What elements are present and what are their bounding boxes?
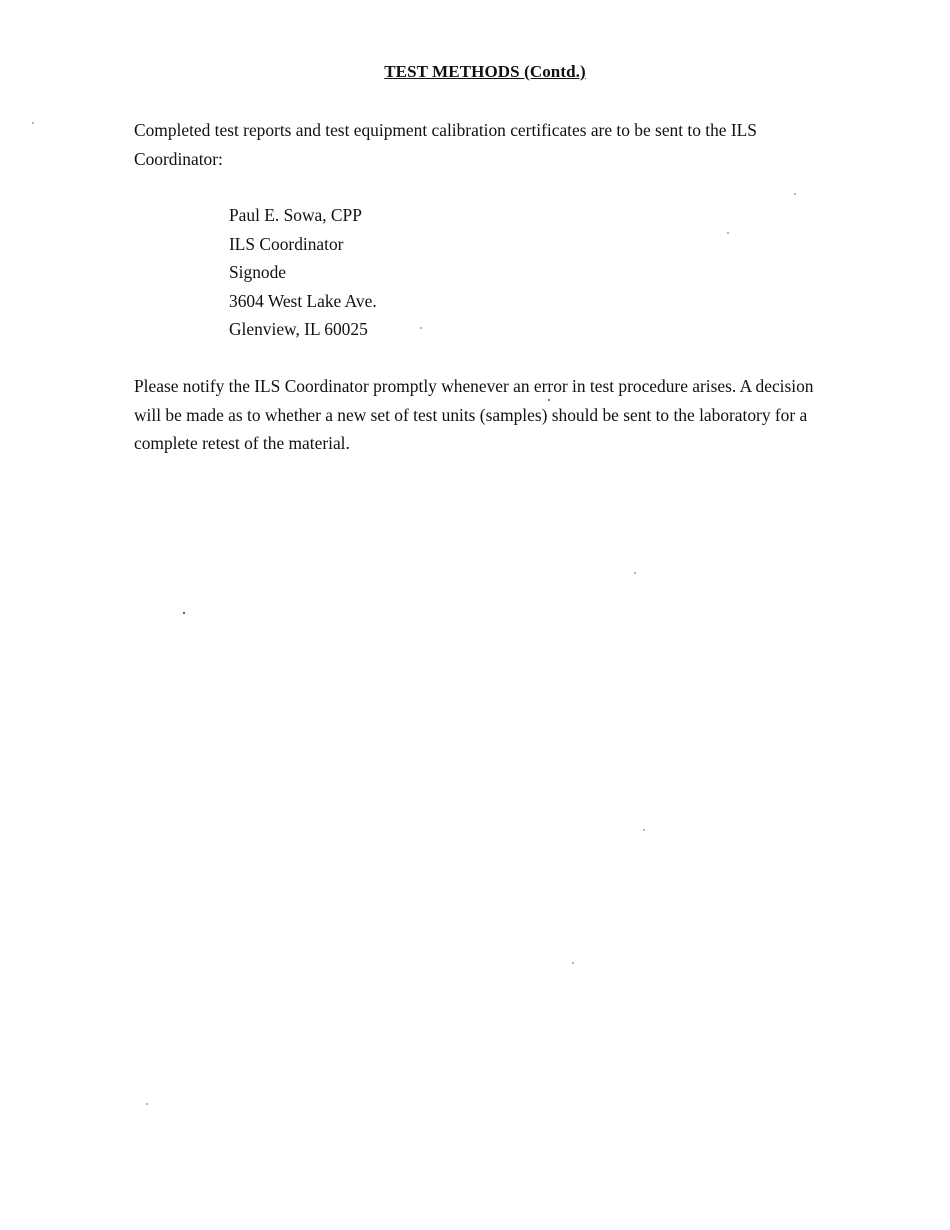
address-line-company: Signode — [229, 262, 287, 282]
scan-speck — [548, 399, 550, 401]
instructions-paragraph: Completed test reports and test equipment calibration certificates are to be sent to the ILS Coordinator: — [134, 120, 757, 169]
coordinator-address-block — [229, 201, 377, 344]
address-line-street: 3604 West Lake Ave. — [229, 290, 377, 311]
address-line-title: ILS Coordinator — [229, 233, 344, 254]
scan-speck — [634, 572, 636, 574]
scan-speck — [146, 1103, 148, 1105]
scan-speck — [727, 232, 729, 234]
error-notice-paragraph: Please notify the ILS Coordinator promptly whenever an error in test procedure arises. A decision will be made as to whether a new set of test units (samples) should be sent to the laboratory for a complete retest of the material. — [134, 376, 814, 453]
address-line-city: Glenview, IL 60025 — [229, 319, 368, 339]
scan-speck — [643, 829, 645, 831]
address-line-name: Paul E. Sowa, CPP — [229, 205, 362, 225]
scan-speck — [794, 193, 796, 195]
scan-speck — [420, 327, 422, 329]
scan-speck — [572, 962, 574, 964]
page-title: TEST METHODS (Contd.) — [384, 62, 586, 81]
scan-speck — [183, 612, 185, 614]
scan-speck — [32, 122, 34, 124]
